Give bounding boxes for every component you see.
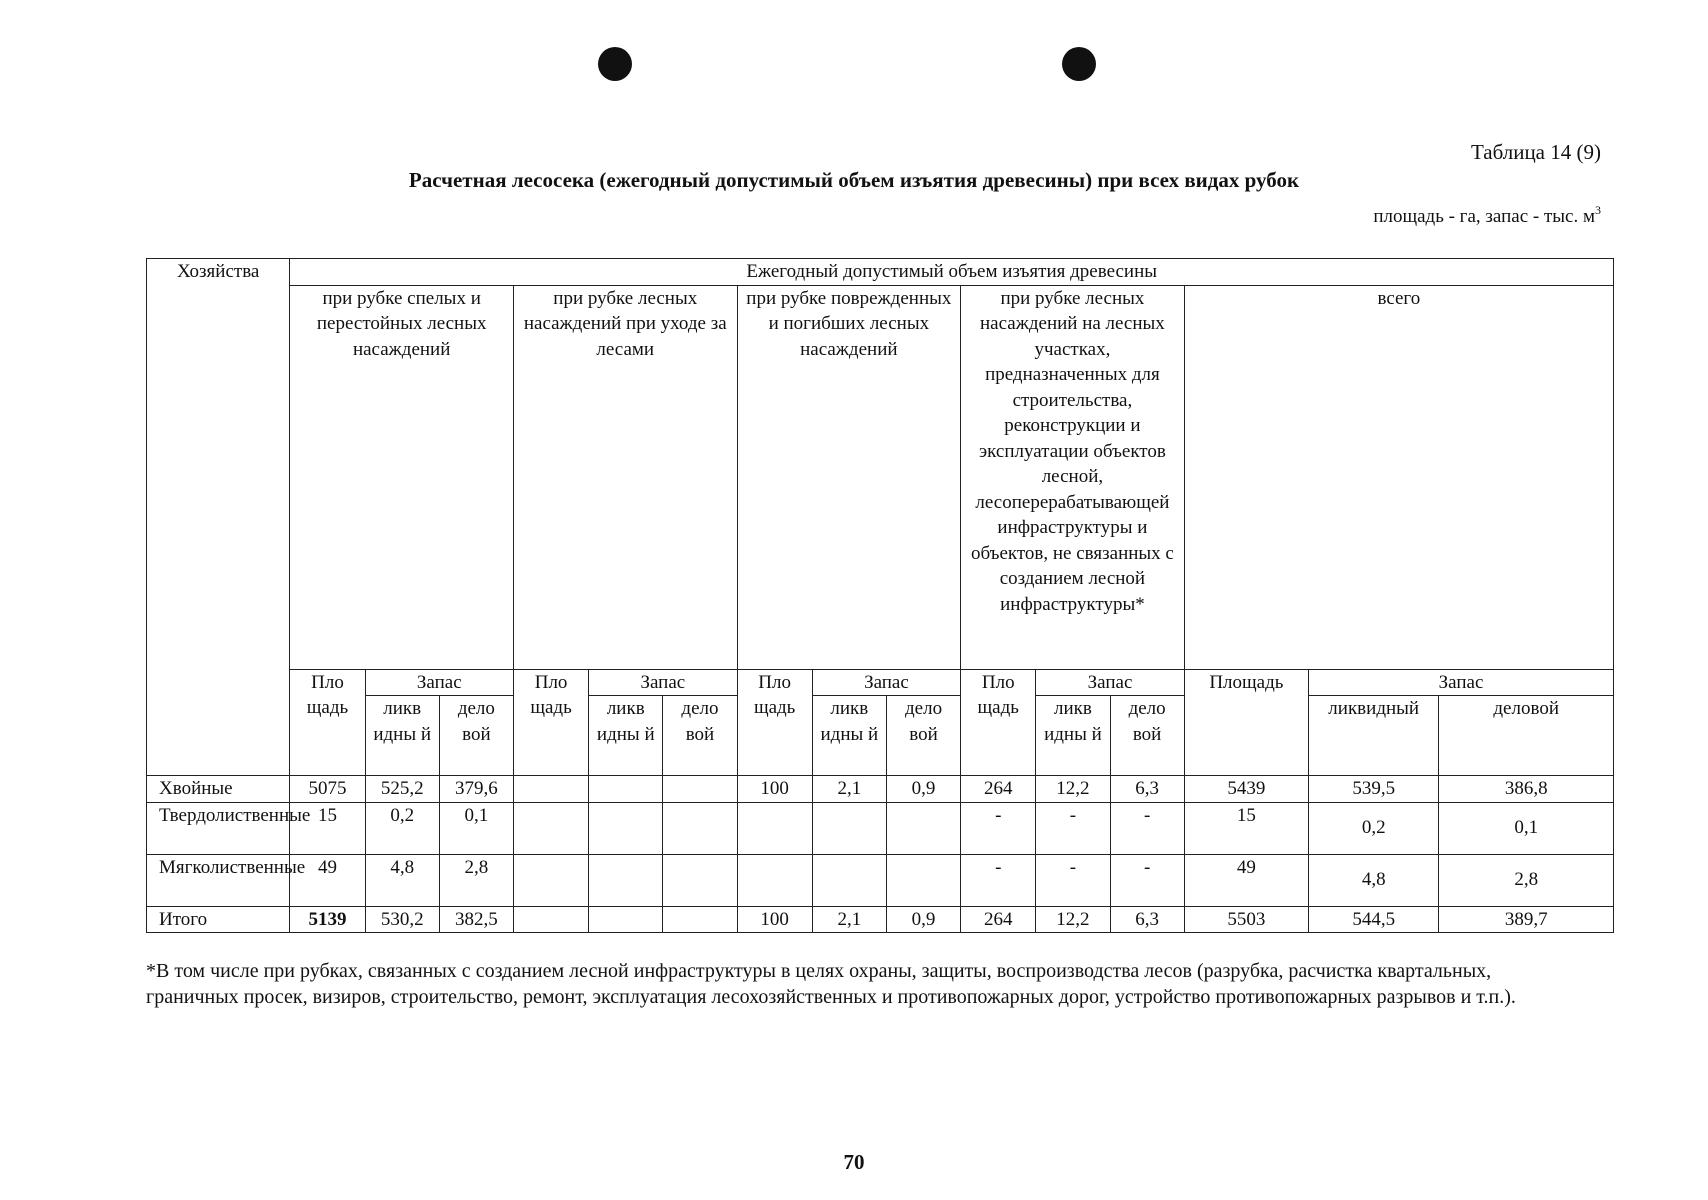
cell-mature-liquid: 4,8 [365,854,439,906]
cell-thinning-business [663,854,737,906]
cell-damaged-area [737,802,812,854]
cell-construction-liquid: 12,2 [1036,776,1110,803]
cell-mature-area: 5075 [290,776,365,803]
cell-thinning-liquid [589,802,663,854]
cell-mature-area: 5139 [290,906,365,933]
header-stock: Запас [1036,669,1184,696]
cell-thinning-area [513,854,588,906]
cell-total-liquid: 4,8 [1309,854,1439,906]
header-annual-volume: Ежегодный допустимый объем изъятия древесины [290,259,1614,286]
cell-construction-business: - [1110,802,1184,854]
cell-mature-area: 15 [290,802,365,854]
cell-damaged-liquid [812,854,886,906]
cell-total-business: 0,1 [1439,802,1614,854]
table-body [147,776,1614,933]
cell-mature-liquid: 525,2 [365,776,439,803]
cell-total-liquid: 544,5 [1309,906,1439,933]
header-total-business: деловой [1439,696,1614,776]
header-stock: Запас [589,669,737,696]
cell-mature-liquid: 530,2 [365,906,439,933]
cell-construction-area: 264 [961,776,1036,803]
cell-thinning-area [513,906,588,933]
punch-hole-left [598,47,632,81]
cell-construction-area: - [961,854,1036,906]
header-farms: Хозяйства [147,259,290,776]
header-total-area: Площадь [1184,669,1308,776]
cell-mature-area: 49 [290,854,365,906]
cell-total-area: 5439 [1184,776,1308,803]
header-liquid: ликв идны й [589,696,663,776]
cell-damaged-business: 0,9 [886,776,960,803]
cell-damaged-business [886,854,960,906]
cell-mature-business: 382,5 [439,906,513,933]
cell-total-area: 5503 [1184,906,1308,933]
cell-total-business: 2,8 [1439,854,1614,906]
cell-total-business: 386,8 [1439,776,1614,803]
cell-mature-liquid: 0,2 [365,802,439,854]
page-number: 70 [843,1150,865,1174]
cell-total-business: 389,7 [1439,906,1614,933]
cell-thinning-business [663,906,737,933]
cell-damaged-area: 100 [737,776,812,803]
table-row [147,776,1614,803]
cell-construction-business: - [1110,854,1184,906]
row-label: Итого [147,906,290,933]
header-total: всего [1184,285,1613,669]
header-liquid: ликв идны й [365,696,439,776]
cell-total-liquid: 539,5 [1309,776,1439,803]
cell-construction-business: 6,3 [1110,776,1184,803]
cell-damaged-liquid: 2,1 [812,906,886,933]
punch-hole-right [1062,47,1096,81]
cell-construction-area: - [961,802,1036,854]
cell-construction-business: 6,3 [1110,906,1184,933]
table-row [147,854,1614,906]
cell-mature-business: 2,8 [439,854,513,906]
cell-total-area: 15 [1184,802,1308,854]
document-title: Расчетная лесосека (ежегодный допустимый объем изъятия древесины) при всех видах рубок [408,168,1300,192]
header-business: дело вой [1110,696,1184,776]
header-area: Пло щадь [513,669,588,776]
cell-damaged-liquid: 2,1 [812,776,886,803]
cell-construction-liquid: - [1036,802,1110,854]
cell-construction-liquid: - [1036,854,1110,906]
header-area: Пло щадь [290,669,365,776]
header-liquid: ликв идны й [812,696,886,776]
cell-damaged-area [737,854,812,906]
header-total-liquid: ликвидный [1309,696,1439,776]
header-liquid: ликв идны й [1036,696,1110,776]
table-number: Таблица 14 (9) [1470,140,1601,164]
header-thinning-felling: при рубке лесных насаждений при уходе за лесами [513,285,737,669]
cell-construction-liquid: 12,2 [1036,906,1110,933]
row-label: Твердолиственные [147,802,290,854]
header-business: дело вой [663,696,737,776]
header-business: дело вой [439,696,513,776]
units-text: площадь - га, запас - тыс. м [1373,206,1595,227]
units-note [1373,203,1601,228]
header-construction-felling: при рубке лесных насаждений на лесных участках, предназначенных для строительства, реконструкции и эксплуатации объектов лесной, лесоперерабатывающей инфраструктуры и объектов, не связанных с созданием лесной инфраструктуры* [961,285,1185,669]
cell-damaged-business [886,802,960,854]
row-label: Хвойные [147,776,290,803]
cell-mature-business: 0,1 [439,802,513,854]
header-area: Пло щадь [961,669,1036,776]
cell-damaged-business: 0,9 [886,906,960,933]
cell-total-area: 49 [1184,854,1308,906]
header-mature-felling: при рубке спелых и перестойных лесных насаждений [290,285,514,669]
cell-thinning-area [513,802,588,854]
units-superscript: 3 [1595,203,1601,217]
cell-total-liquid: 0,2 [1309,802,1439,854]
footnote: *В том числе при рубках, связанных с созданием лесной инфраструктуры в целях охраны, защиты, воспроизводства лесов (разрубка, расчистка квартальных, граничных просек, визиров, строительство, ремонт, эксплуатация лесохозяйственных и противопожарных дорог, устройство противопожарных разрывов и т.п.). [146,960,1516,1008]
cell-thinning-liquid [589,776,663,803]
table-row [147,802,1614,854]
header-stock: Запас [812,669,960,696]
header-total-stock: Запас [1309,669,1614,696]
harvest-table [146,258,1614,933]
cell-thinning-business [663,802,737,854]
header-stock: Запас [365,669,513,696]
cell-thinning-liquid [589,906,663,933]
cell-thinning-area [513,776,588,803]
cell-thinning-business [663,776,737,803]
table-row [147,906,1614,933]
header-area: Пло щадь [737,669,812,776]
header-damaged-felling: при рубке поврежденных и погибших лесных насаждений [737,285,961,669]
cell-mature-business: 379,6 [439,776,513,803]
cell-construction-area: 264 [961,906,1036,933]
cell-damaged-liquid [812,802,886,854]
row-label: Мягколиственные [147,854,290,906]
cell-damaged-area: 100 [737,906,812,933]
header-business: дело вой [886,696,960,776]
cell-thinning-liquid [589,854,663,906]
